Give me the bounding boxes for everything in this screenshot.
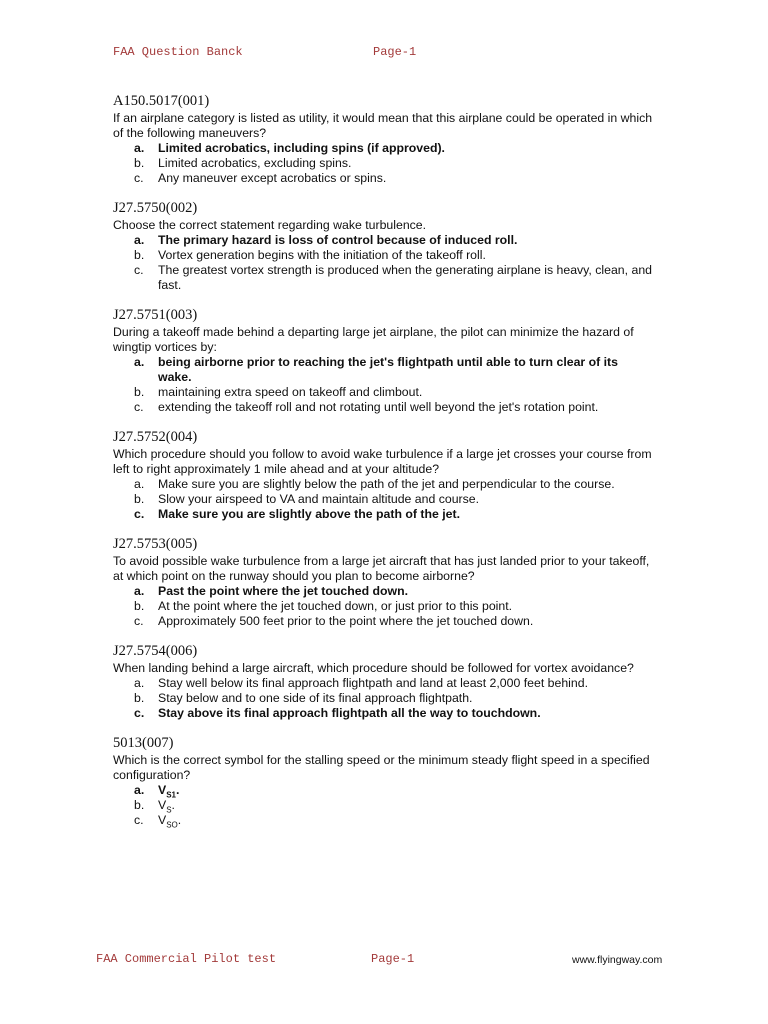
question-block <box>113 536 653 629</box>
answer-option <box>113 676 653 691</box>
footer-page-number: Page-1 <box>371 952 415 966</box>
answer-options <box>113 141 653 186</box>
answer-options <box>113 233 653 293</box>
option-letter: a. <box>134 676 145 690</box>
option-text: Make sure you are slightly above the path of the jet. <box>158 507 461 521</box>
option-symbol-subscript: S1 <box>166 790 176 800</box>
option-text: The primary hazard is loss of control because of induced roll. <box>158 233 518 247</box>
option-text: Approximately 500 feet prior to the point where the jet touched down. <box>158 614 534 628</box>
answer-option-correct <box>113 706 653 721</box>
option-letter: a. <box>134 783 145 797</box>
answer-option-correct <box>113 783 653 798</box>
option-letter: b. <box>134 691 145 705</box>
option-letter: b. <box>134 156 145 170</box>
question-stem: Which is the correct symbol for the stalling speed or the minimum steady flight speed in a specified configuration? <box>113 753 650 782</box>
option-text: Any maneuver except acrobatics or spins. <box>158 171 387 185</box>
answer-option <box>113 171 653 186</box>
option-letter: a. <box>134 584 145 598</box>
option-text: Limited acrobatics, excluding spins. <box>158 156 352 170</box>
question-id: J27.5754(006) <box>113 643 198 659</box>
option-text: Slow your airspeed to VA and maintain altitude and course. <box>158 492 480 506</box>
option-letter: b. <box>134 385 145 399</box>
question-id: 5013(007) <box>113 735 174 751</box>
question-stem: Which procedure should you follow to avoid wake turbulence if a large jet crosses your course from left to right approximately 1 mile ahead and at your altitude? <box>113 447 652 476</box>
option-symbol: V <box>158 783 167 797</box>
answer-option <box>113 248 653 263</box>
answer-options <box>113 676 653 721</box>
option-symbol: V <box>158 813 167 827</box>
option-letter: c. <box>134 400 144 414</box>
option-text: Vortex generation begins with the initiation of the takeoff roll. <box>158 248 486 262</box>
answer-options <box>113 355 653 415</box>
question-block <box>113 429 653 522</box>
option-text: being airborne prior to reaching the jet's flightpath until able to turn clear of its wake. <box>158 355 618 384</box>
option-letter: a. <box>134 355 145 369</box>
question-id: J27.5753(005) <box>113 536 198 552</box>
answer-option-correct <box>113 584 653 599</box>
answer-option-correct <box>113 233 653 248</box>
question-id: A150.5017(001) <box>113 93 210 109</box>
option-text: maintaining extra speed on takeoff and climbout. <box>158 385 423 399</box>
question-block <box>113 643 653 721</box>
option-letter: c. <box>134 263 144 277</box>
answer-option <box>113 156 653 171</box>
header-title: FAA Question Banck <box>113 45 243 59</box>
answer-option-correct <box>113 355 653 385</box>
footer-title: FAA Commercial Pilot test <box>96 952 277 966</box>
answer-option <box>113 599 653 614</box>
option-letter: c. <box>134 507 145 521</box>
option-text: Stay below and to one side of its final approach flightpath. <box>158 691 473 705</box>
header-page-number: Page-1 <box>373 45 417 59</box>
option-text: extending the takeoff roll and not rotating until well beyond the jet's rotation point. <box>158 400 599 414</box>
question-stem: To avoid possible wake turbulence from a large jet aircraft that has just landed prior to your takeoff, at which point on the runway should you plan to become airborne? <box>113 554 650 583</box>
option-text: Stay above its final approach flightpath all the way to touchdown. <box>158 706 541 720</box>
answer-option-correct <box>113 141 653 156</box>
answer-option <box>113 385 653 400</box>
question-stem: During a takeoff made behind a departing large jet airplane, the pilot can minimize the hazard of wingtip vortices by: <box>113 325 634 354</box>
question-id: J27.5752(004) <box>113 429 198 445</box>
option-text: At the point where the jet touched down, or just prior to this point. <box>158 599 513 613</box>
question-block <box>113 735 653 828</box>
answer-option <box>113 798 653 813</box>
question-block <box>113 200 653 293</box>
question-id: J27.5751(003) <box>113 307 198 323</box>
footer-website[interactable]: www.flyingway.com <box>572 954 663 966</box>
answer-option <box>113 691 653 706</box>
option-symbol-subscript: S <box>166 805 172 815</box>
option-letter: b. <box>134 248 145 262</box>
answer-option-correct <box>113 507 653 522</box>
option-letter: c. <box>134 813 144 827</box>
answer-option <box>113 614 653 629</box>
option-symbol: V <box>158 798 167 812</box>
answer-option <box>113 813 653 828</box>
option-letter: c. <box>134 614 144 628</box>
option-letter: a. <box>134 141 145 155</box>
option-text: Stay well below its final approach flightpath and land at least 2,000 feet behind. <box>158 676 588 690</box>
option-text: The greatest vortex strength is produced when the generating airplane is heavy, clean, and fast. <box>158 263 653 292</box>
option-text: Past the point where the jet touched down. <box>158 584 409 598</box>
answer-options <box>113 584 653 629</box>
question-stem: When landing behind a large aircraft, which procedure should be followed for vortex avoidance? <box>113 661 634 675</box>
question-block <box>113 307 653 415</box>
option-letter: a. <box>134 477 145 491</box>
option-letter: c. <box>134 706 145 720</box>
option-symbol-subscript: SO <box>166 820 178 830</box>
answer-options <box>113 783 653 828</box>
option-letter: b. <box>134 492 145 506</box>
question-list <box>113 93 653 842</box>
question-stem: Choose the correct statement regarding wake turbulence. <box>113 218 427 232</box>
option-text: Limited acrobatics, including spins (if approved). <box>158 141 445 155</box>
question-id: J27.5750(002) <box>113 200 198 216</box>
option-symbol-suffix: . <box>171 798 175 812</box>
question-stem: If an airplane category is listed as utility, it would mean that this airplane could be operated in which of the following maneuvers? <box>113 111 653 140</box>
answer-option <box>113 263 653 293</box>
option-symbol-suffix: . <box>177 813 182 827</box>
option-letter: b. <box>134 798 145 812</box>
answer-option <box>113 477 653 492</box>
option-text: Make sure you are slightly below the path of the jet and perpendicular to the course. <box>158 477 615 491</box>
option-letter: a. <box>134 233 145 247</box>
question-block <box>113 93 653 186</box>
answer-options <box>113 477 653 522</box>
answer-option <box>113 400 653 415</box>
answer-option <box>113 492 653 507</box>
option-symbol-suffix: . <box>176 783 180 797</box>
option-letter: b. <box>134 599 145 613</box>
option-letter: c. <box>134 171 144 185</box>
